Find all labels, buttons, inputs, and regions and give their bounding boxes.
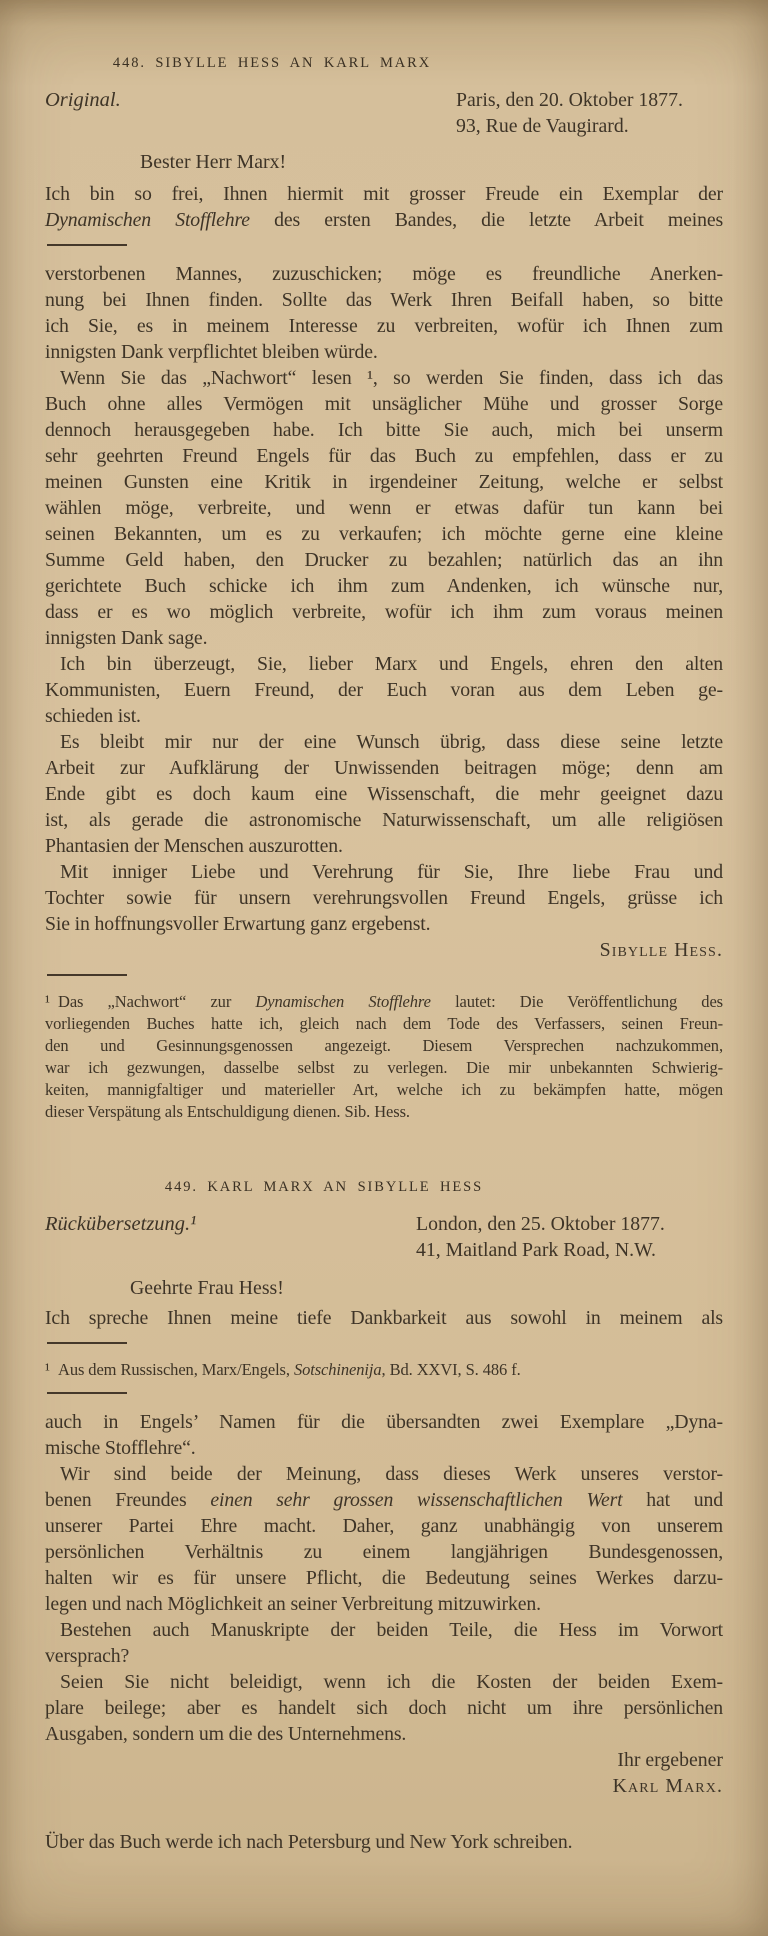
text-line <box>45 1013 723 1035</box>
text-line <box>45 207 723 233</box>
signature-line: Karl Marx. <box>612 1775 723 1797</box>
text-segment: Wenn Sie das „Nachwort“ lesen ¹, so werden Sie finden, dass ich das <box>60 367 723 389</box>
text-segment: vorliegenden Buches hatte ich, gleich nach dem Tode des Verfassers, seinen Freun- <box>45 1014 723 1033</box>
dateline <box>416 1211 665 1263</box>
text-segment: versprach? <box>45 1645 130 1667</box>
text-segment: unserer Partei Ehre macht. Daher, ganz unabhängig von unserem <box>45 1515 723 1537</box>
text-segment: legen und nach Möglichkeit an seiner Verbreitung mitzuwirken. <box>45 1593 541 1615</box>
text-segment: ¹ Aus dem Russischen, Marx/Engels, <box>45 1360 294 1379</box>
source-label: Original. <box>45 89 121 111</box>
text-segment: seinen Bekannten, um es zu verkaufen; ich möchte gerne eine kleine <box>45 523 723 545</box>
text-segment: innigsten Dank verpflichtet bleiben würde. <box>45 341 378 363</box>
text-line <box>45 1513 723 1539</box>
text-line <box>45 547 723 573</box>
text-line <box>45 313 723 339</box>
letter-448-meta <box>45 87 723 139</box>
text-segment: innigsten Dank sage. <box>45 627 208 649</box>
text-line <box>45 261 723 287</box>
paragraph <box>45 859 723 937</box>
paragraph <box>45 729 723 859</box>
letter-449-meta <box>45 1211 723 1263</box>
footnote <box>45 991 723 1123</box>
text-segment: nung bei Ihnen finden. Sollte das Werk Ihren Beifall haben, so bitte <box>45 289 723 311</box>
valediction-line: Ihr ergebener <box>617 1749 723 1771</box>
text-line <box>45 1035 723 1057</box>
text-line <box>45 469 723 495</box>
text-line <box>45 1101 723 1123</box>
text-segment: hat und <box>622 1489 724 1511</box>
text-segment: Mit inniger Liebe und Verehrung für Sie, Ihre liebe Frau und <box>60 861 723 883</box>
text-segment: sehr geehrten Freund Engels für das Buch zu empfehlen, dass er zu <box>45 445 723 467</box>
text-segment: Ende gibt es doch kaum eine Wissenschaft, die mehr geeignet dazu <box>45 783 723 805</box>
text-line <box>45 1643 723 1669</box>
text-line <box>45 1617 723 1643</box>
paragraph <box>45 1829 723 1855</box>
text-segment: Buch ohne alles Vermögen mit unsäglicher Mühe und grosser Sorge <box>45 393 723 415</box>
text-line <box>45 703 723 729</box>
paragraph <box>45 1669 723 1747</box>
text-segment: ich Sie, es in meinem Interesse zu verbreiten, wofür ich Ihnen zum <box>45 315 723 337</box>
text-line <box>45 729 723 755</box>
text-segment: schieden ist. <box>45 705 141 727</box>
text-line <box>45 1669 723 1695</box>
text-line <box>45 287 723 313</box>
text-line <box>45 859 723 885</box>
text-line <box>45 651 723 677</box>
text-segment: dennoch herausgegeben habe. Ich bitte Sie auch, mich bei unserm <box>45 419 723 441</box>
text-segment: dass er es wo möglich verbreite, wofür ich ihm zum voraus meinen <box>45 601 723 623</box>
footnote-separator-rule <box>47 1342 127 1344</box>
text-segment: persönlichen Verhältnis zu einem langjährigen Bundesgenossen, <box>45 1541 723 1563</box>
dateline-address: 93, Rue de Vaugirard. <box>456 115 629 137</box>
salutation: Geehrte Frau Hess! <box>130 1277 284 1299</box>
text-line <box>45 885 723 911</box>
text-segment: halten wir es für unsere Pflicht, die Bedeutung seines Werkes darzu- <box>45 1567 723 1589</box>
text-segment: verstorbenen Mannes, zuzuschicken; möge es freundliche Anerken- <box>45 263 723 285</box>
text-segment: Sie in hoffnungsvoller Erwartung ganz ergebenst. <box>45 913 431 935</box>
text-segment: Summe Geld haben, den Drucker zu bezahlen; natürlich das an ihn <box>45 549 723 571</box>
text-segment: einen sehr grossen wissenschaftlichen Wert <box>210 1489 623 1511</box>
text-segment: Ich bin überzeugt, Sie, lieber Marx und Engels, ehren den alten <box>60 653 723 675</box>
text-segment: Ausgaben, sondern um die des Unternehmens. <box>45 1723 407 1745</box>
text-segment: Arbeit zur Aufklärung der Unwissenden beitragen möge; denn am <box>45 757 723 779</box>
text-line <box>45 1565 723 1591</box>
text-line <box>45 833 723 859</box>
dateline <box>456 87 683 139</box>
text-segment: lautet: Die Veröffentlichung des <box>430 992 724 1011</box>
text-line <box>45 1057 723 1079</box>
paragraph <box>45 1409 723 1461</box>
text-line <box>45 339 723 365</box>
text-segment: Sotschinenija <box>293 1360 382 1379</box>
text-line <box>45 1461 723 1487</box>
text-segment: Über das Buch werde ich nach Petersburg und New York schreiben. <box>45 1831 573 1853</box>
text-segment: war ich gezwungen, dasselbe selbst zu verlegen. Die mir unbekannten Schwierig- <box>45 1058 723 1077</box>
text-segment: dieser Verspätung als Entschuldigung dienen. Sib. Hess. <box>45 1102 410 1121</box>
text-segment: gerichtete Buch schicke ich ihm zum Andenken, ich wünsche nur, <box>45 575 723 597</box>
text-line <box>45 1539 723 1565</box>
text-segment: Tochter sowie für unsern verehrungsvollen Freund Engels, grüsse ich <box>45 887 723 909</box>
text-line <box>45 1721 723 1747</box>
paragraph <box>45 181 723 233</box>
text-segment: wählen möge, verbreite, und wenn er etwas dafür tun kann bei <box>45 497 723 519</box>
text-segment: ¹ Das „Nachwort“ zur <box>45 992 256 1011</box>
text-segment: Ich spreche Ihnen meine tiefe Dankbarkeit aus sowohl in meinem als <box>45 1307 723 1329</box>
text-segment: Ich bin so frei, Ihnen hiermit mit grosser Freude ein Exemplar der <box>45 183 723 205</box>
letter-448-heading: 448. SIBYLLE HESS AN KARL MARX <box>112 55 432 71</box>
text-line <box>45 1435 723 1461</box>
footnote <box>45 1359 723 1381</box>
source-label: Rückübersetzung.¹ <box>45 1213 197 1235</box>
text-line <box>45 417 723 443</box>
text-line <box>45 1487 723 1513</box>
signature-line: Sibylle Hess. <box>599 939 723 961</box>
text-line <box>45 911 723 937</box>
text-segment: Dynamischen Stofflehre <box>45 209 250 231</box>
text-line <box>45 1305 723 1331</box>
text-line <box>45 1359 723 1381</box>
text-segment: Es bleibt mir nur der eine Wunsch übrig, dass diese seine letzte <box>60 731 723 753</box>
text-line <box>45 521 723 547</box>
paragraph <box>45 261 723 365</box>
text-segment: Wir sind beide der Meinung, dass dieses Werk unseres verstor- <box>60 1463 723 1485</box>
text-segment: Seien Sie nicht beleidigt, wenn ich die Kosten der beiden Exem- <box>60 1671 723 1693</box>
text-segment: Bestehen auch Manuskripte der beiden Teile, die Hess im Vorwort <box>60 1619 723 1641</box>
text-segment: meinen Gunsten eine Kritik in irgendeiner Zeitung, welche er selbst <box>45 471 723 493</box>
text-line <box>45 391 723 417</box>
text-line <box>45 181 723 207</box>
paragraph <box>45 651 723 729</box>
text-line <box>45 991 723 1013</box>
text-segment: Phantasien der Menschen auszurotten. <box>45 835 343 857</box>
paragraph <box>45 365 723 651</box>
text-segment: , Bd. XXVI, S. 486 f. <box>381 1360 521 1379</box>
text-line <box>45 677 723 703</box>
footnote-separator-rule <box>47 1392 127 1394</box>
text-segment: benen Freundes <box>45 1489 211 1511</box>
text-segment: Kommunisten, Euern Freund, der Euch voran aus dem Leben ge- <box>45 679 723 701</box>
text-line <box>45 365 723 391</box>
text-line <box>45 807 723 833</box>
text-line <box>45 495 723 521</box>
letter-449 <box>45 1179 723 1855</box>
paragraph <box>45 1461 723 1617</box>
dateline-address: 41, Maitland Park Road, N.W. <box>416 1239 656 1261</box>
text-segment: Dynamischen Stofflehre <box>255 992 431 1011</box>
text-line <box>45 443 723 469</box>
text-line <box>45 573 723 599</box>
text-segment: den und Gesinnungsgenossen angezeigt. Diesem Versprechen nachzukommen, <box>45 1036 723 1055</box>
letter-449-body <box>45 1305 723 1855</box>
text-line <box>45 625 723 651</box>
text-segment: mische Stofflehre“. <box>45 1437 196 1459</box>
text-segment: keiten, mannigfaltiger und materieller Art, welche ich zu bekämpfen hatte, mögen <box>45 1080 723 1099</box>
text-line <box>45 1591 723 1617</box>
paragraph <box>45 1305 723 1331</box>
text-line <box>45 781 723 807</box>
letter-448 <box>45 55 723 1123</box>
text-line <box>45 1829 723 1855</box>
text-line <box>45 1695 723 1721</box>
paragraph <box>45 1617 723 1669</box>
salutation: Bester Herr Marx! <box>140 151 287 173</box>
text-line <box>45 1079 723 1101</box>
text-segment: plare beilege; aber es handelt sich doch nicht um ihre persönlichen <box>45 1697 723 1719</box>
text-segment: auch in Engels’ Namen für die übersandten zwei Exemplare „Dyna- <box>45 1411 723 1433</box>
letter-448-body <box>45 181 723 1123</box>
letter-449-heading: 449. KARL MARX AN SIBYLLE HESS <box>164 1179 484 1195</box>
text-segment: des ersten Bandes, die letzte Arbeit meines <box>249 209 723 231</box>
footnote-separator-rule <box>47 244 127 246</box>
dateline-place-date: London, den 25. Oktober 1877. <box>416 1213 665 1235</box>
dateline-place-date: Paris, den 20. Oktober 1877. <box>456 89 683 111</box>
text-line <box>45 755 723 781</box>
footnote-separator-rule <box>47 974 127 976</box>
text-line <box>45 1409 723 1435</box>
text-segment: ist, als gerade die astronomische Naturwissenschaft, um alle religiösen <box>45 809 723 831</box>
text-line <box>45 599 723 625</box>
